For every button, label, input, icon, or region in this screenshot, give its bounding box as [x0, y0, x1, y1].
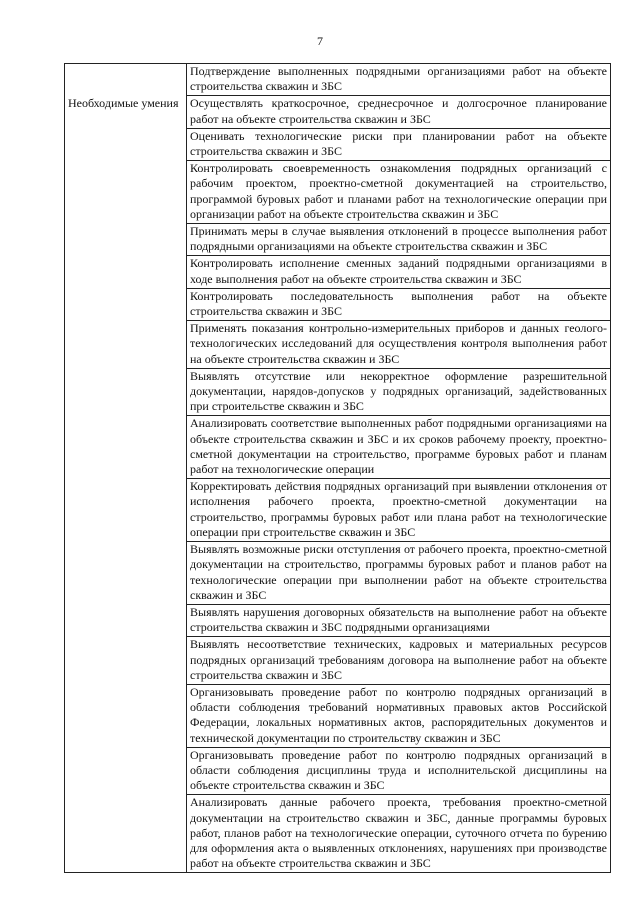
table-row — [65, 96, 611, 128]
skill-item-cell: Выявлять отсутствие или некорректное оформление разрешительной документации, нарядов-допусков у подрядных организаций, задействованных при строительстве скважин и ЗБС — [187, 368, 611, 416]
skills-table — [64, 63, 611, 873]
skill-item-cell: Контролировать исполнение сменных заданий подрядными организациями в ходе выполнения работ на объекте строительства скважин и ЗБС — [187, 256, 611, 288]
skill-item-cell: Организовывать проведение работ по контролю подрядных организаций в области соблюдения требований нормативных правовых актов Российской Федерации, локальных нормативных актов, распорядительных документов и технической документации по строительству скважин и ЗБС — [187, 684, 611, 747]
skill-item-cell: Принимать меры в случае выявления отклонений в процессе выполнения работ подрядными организациями на объекте строительства скважин и ЗБС — [187, 224, 611, 256]
skill-item-cell: Выявлять нарушения договорных обязательств на выполнение работ на объекте строительства скважин и ЗБС подрядными организациями — [187, 604, 611, 636]
skill-item-cell: Осуществлять краткосрочное, среднесрочное и долгосрочное планирование работ на объекте строительства скважин и ЗБС — [187, 96, 611, 128]
empty-label-cell — [65, 64, 187, 96]
skill-item-cell: Контролировать последовательность выполнения работ на объекте строительства скважин и ЗБС — [187, 288, 611, 320]
group-label-cell: Необходимые умения — [65, 96, 187, 873]
skill-item-cell: Корректировать действия подрядных организаций при выявлении отклонения от исполнения рабочего проекта, проектно-сметной документации на строительство, программы буровых работ или плана работ на технологические операции при строительстве скважин и ЗБС — [187, 479, 611, 542]
page-number: 7 — [317, 34, 323, 48]
continued-item-cell: Подтверждение выполненных подрядными организациями работ на объекте строительства скважин и ЗБС — [187, 64, 611, 96]
skill-item-cell: Контролировать своевременность ознакомления подрядных организаций с рабочим проектом, проектно-сметной документацией на строительство, программой буровых работ и планами работ на технологические операции при организации работ на объекте строительства скважин и ЗБС — [187, 161, 611, 224]
skill-item-cell: Выявлять несоответствие технических, кадровых и материальных ресурсов подрядных организаций требованиям договора на выполнение работ на объекте строительства скважин и ЗБС — [187, 637, 611, 685]
skill-item-cell: Оценивать технологические риски при планировании работ на объекте строительства скважин и ЗБС — [187, 128, 611, 160]
skill-item-cell: Выявлять возможные риски отступления от рабочего проекта, проектно-сметной документации на строительство, программы буровых работ и планов работ на технологические операции при выполнении работ на объекте строительства скважин и ЗБС — [187, 542, 611, 605]
skill-item-cell: Организовывать проведение работ по контролю подрядных организаций в области соблюдения дисциплины труда и исполнительской дисциплины на объекте строительства скважин и ЗБС — [187, 747, 611, 795]
table-row — [65, 64, 611, 96]
skill-item-cell: Анализировать соответствие выполненных работ подрядными организациями на объекте строительства скважин и ЗБС и их сроков рабочему проекту, проектно-сметной документации на строительство, программе буровых работ и планам работ на технологические операции — [187, 416, 611, 479]
skill-item-cell: Применять показания контрольно-измерительных приборов и данных геолого-технологических исследований для осуществления контроля выполнения работ на объекте строительства скважин и ЗБС — [187, 321, 611, 369]
skill-item-cell: Анализировать данные рабочего проекта, требования проектно-сметной документации на строительство скважин и ЗБС, данные программы буровых работ, планов работ на технологические операции, суточного отчета по бурению для оформления акта о выявленных отклонениях, нарушениях при производстве работ на объекте строительства скважин и ЗБС — [187, 795, 611, 873]
